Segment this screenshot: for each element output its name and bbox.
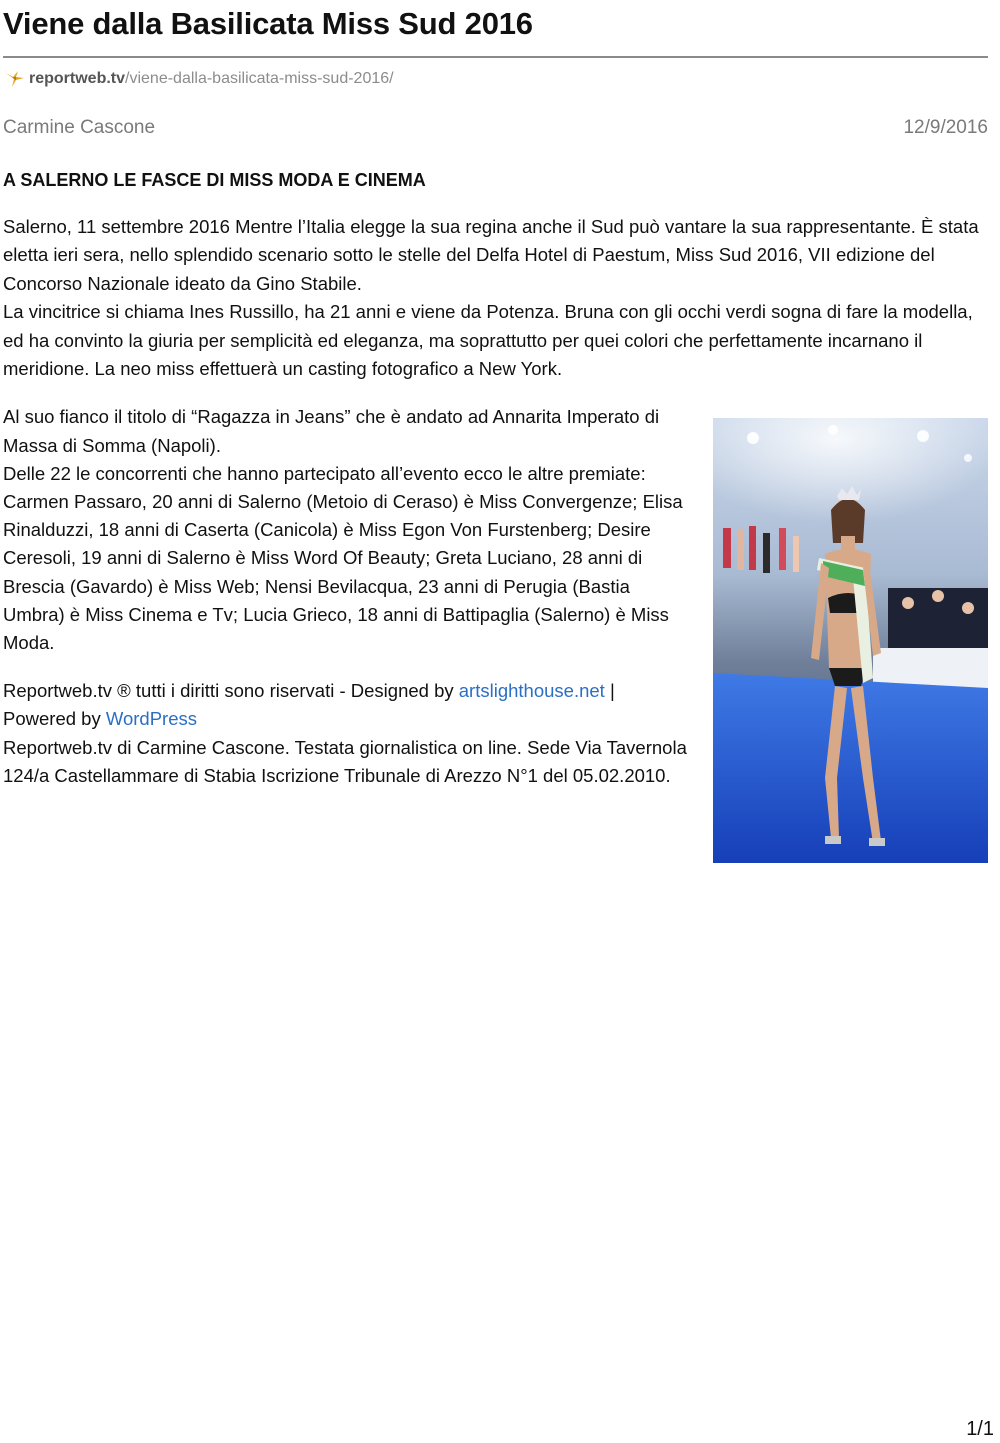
reportweb-bird-icon [5, 69, 25, 89]
body-paragraph: Al suo fianco il titolo di “Ragazza in Jeans” che è andato ad Annarita Imperato di Massa di Somma (Napoli). [3, 406, 660, 456]
intro-paragraph: La vincitrice si chiama Ines Russillo, ha 21 anni e viene da Potenza. Bruna con gli occhi verdi sogna di fare la modella, ed ha convinto la giuria per semplicità ed eleganza, ma soprattutto per quei colori che perfettamente incarnano il meridione. La neo miss effettuerà un casting fotografico a New York. [3, 301, 973, 380]
wordpress-link[interactable]: WordPress [105, 708, 197, 730]
footer-separator: | [604, 680, 615, 702]
article-author: Carmine Cascone [3, 117, 156, 138]
footer-imprint: Reportweb.tv di Carmine Cascone. Testata giornalistica on line. Sede Via Tavernola 124/a Castellammare di Stabia Iscrizione Tribunale di Arezzo N°1 del 05.02.2010. [3, 736, 687, 786]
footer-powered-text: Powered by [3, 708, 106, 730]
source-line [3, 68, 988, 90]
designer-link[interactable]: artslighthouse.net [458, 680, 605, 702]
footer-credits [3, 677, 693, 733]
body-section [3, 403, 988, 790]
miss-sud-winner-photo [713, 418, 988, 863]
title-divider [3, 56, 988, 58]
article-title: Viene dalla Basilicata Miss Sud 2016 [3, 6, 533, 41]
article-page [3, 0, 988, 790]
article-footer [3, 677, 693, 790]
footer-rights-text: Reportweb.tv ® tutti i diritti sono riservati - Designed by [3, 680, 459, 702]
page-number: 1/1 [966, 1418, 994, 1440]
article-date: 12/9/2016 [903, 117, 988, 138]
article-meta [3, 116, 988, 140]
article-subheading: A SALERNO LE FASCE DI MISS MODA E CINEMA [3, 170, 426, 190]
source-path[interactable]: /viene-dalla-basilicata-miss-sud-2016/ [125, 70, 394, 87]
body-paragraph: Delle 22 le concorrenti che hanno partecipato all’evento ecco le altre premiate: Carmen Passaro, 20 anni di Salerno (Metoio di Ceraso) è Miss Convergenze; Elisa Rinalduzzi, 18 anni di Caserta (Canicola) è Miss Egon Von Furstenberg; Desire Ceresoli, 19 anni di Salerno è Miss Word Of Beauty; Greta Luciano, 28 anni di Brescia (Gavardo) è Miss Web; Nensi Bevilacqua, 23 anni di Perugia (Bastia Umbra) è Miss Cinema e Tv; Lucia Grieco, 18 anni di Battipaglia (Salerno) è Miss Moda. [3, 462, 683, 654]
intro-section [3, 213, 988, 383]
body-text [3, 403, 693, 790]
source-domain[interactable]: reportweb.tv [29, 70, 126, 87]
intro-paragraph: Salerno, 11 settembre 2016 Mentre l’Italia elegge la sua regina anche il Sud può vantare la sua rappresentante. È stata eletta ieri sera, nello splendido scenario sotto le stelle del Delfa Hotel di Paestum, Miss Sud 2016, VII edizione del Concorso Nazionale ideato da Gino Stabile. [3, 216, 979, 294]
